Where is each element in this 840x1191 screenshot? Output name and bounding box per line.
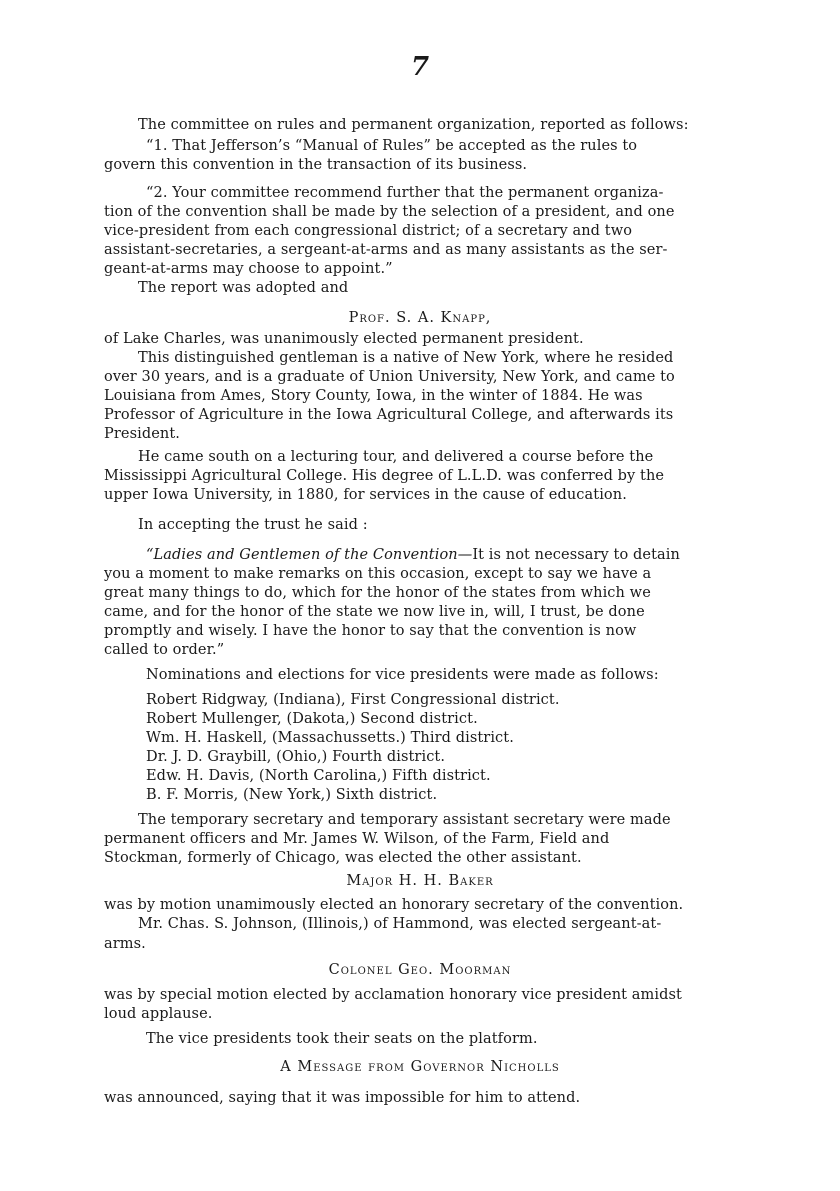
paragraph-line: This distinguished gentleman is a native of New York, where he resided bbox=[138, 350, 674, 366]
paragraph-line: upper Iowa University, in 1880, for services in the cause of education. bbox=[104, 487, 627, 503]
section-heading: Colonel Geo. Moorman bbox=[328, 962, 512, 978]
paragraph-line: Professor of Agriculture in the Iowa Agricultural College, and afterwards its bbox=[104, 407, 674, 423]
paragraph-line: The vice presidents took their seats on the platform. bbox=[146, 1031, 538, 1047]
paragraph-line: you a moment to make remarks on this occasion, except to say we have a bbox=[104, 566, 652, 582]
page-number: 7 bbox=[410, 52, 430, 82]
speech-first-line bbox=[146, 546, 680, 564]
paragraph-line: vice-president from each congressional district; of a secretary and two bbox=[104, 223, 633, 239]
list-item: B. F. Morris, (New York,) Sixth district. bbox=[146, 787, 438, 803]
paragraph-line: arms. bbox=[104, 936, 146, 952]
paragraph-line: Louisiana from Ames, Story County, Iowa, in the winter of 1884. He was bbox=[104, 388, 643, 404]
paragraph-line: called to order.” bbox=[104, 642, 225, 658]
paragraph-line: In accepting the trust he said : bbox=[138, 517, 368, 533]
section-heading: Major H. H. Baker bbox=[346, 873, 494, 889]
paragraph-line: was by motion unamimously elected an honorary secretary of the convention. bbox=[104, 897, 684, 913]
paragraph-line: Stockman, formerly of Chicago, was elected the other assistant. bbox=[104, 850, 582, 866]
list-item: Edw. H. Davis, (North Carolina,) Fifth district. bbox=[146, 768, 491, 784]
paragraph-line: was by special motion elected by acclamation honorary vice president amidst bbox=[104, 987, 682, 1003]
paragraph-line: was announced, saying that it was impossible for him to attend. bbox=[104, 1090, 581, 1106]
paragraph-line: great many things to do, which for the honor of the states from which we bbox=[104, 585, 651, 601]
section-heading: Prof. S. A. Knapp, bbox=[348, 310, 492, 326]
paragraph-line: tion of the convention shall be made by the selection of a president, and one bbox=[104, 204, 675, 220]
paragraph-line: permanent officers and Mr. James W. Wilson, of the Farm, Field and bbox=[104, 831, 610, 847]
list-item: Wm. H. Haskell, (Massachussetts.) Third district. bbox=[146, 730, 514, 746]
paragraph-line: President. bbox=[104, 426, 180, 442]
paragraph-line: Mississippi Agricultural College. His degree of L.L.D. was conferred by the bbox=[104, 468, 665, 484]
paragraph-line: govern this convention in the transaction of its business. bbox=[104, 157, 528, 173]
paragraph-line: geant-at-arms may choose to appoint.” bbox=[104, 261, 393, 277]
paragraph-line: assistant-secretaries, a sergeant-at-arms and as many assistants as the ser- bbox=[104, 242, 668, 258]
paragraph-line: of Lake Charles, was unanimously elected permanent president. bbox=[104, 331, 584, 347]
paragraph-line: loud applause. bbox=[104, 1006, 213, 1022]
paragraph-line: over 30 years, and is a graduate of Union University, New York, and came to bbox=[104, 369, 675, 385]
list-item: Robert Ridgway, (Indiana), First Congressional district. bbox=[146, 692, 560, 708]
paragraph-line: The committee on rules and permanent organization, reported as follows: bbox=[138, 117, 689, 133]
paragraph-line: “2. Your committee recommend further that the permanent organiza- bbox=[146, 185, 664, 201]
paragraph-line: promptly and wisely. I have the honor to say that the convention is now bbox=[104, 623, 637, 639]
paragraph-line: The report was adopted and bbox=[138, 280, 349, 296]
section-heading: A Message from Governor Nicholls bbox=[280, 1059, 560, 1075]
paragraph-line: Nominations and elections for vice presidents were made as follows: bbox=[146, 667, 659, 683]
speech-salutation: “Ladies and Gentlemen of the Convention— bbox=[146, 547, 473, 563]
speech-first-line-rest: It is not necessary to detain bbox=[472, 547, 680, 563]
paragraph-line: “1. That Jefferson’s “Manual of Rules” be accepted as the rules to bbox=[146, 138, 638, 154]
paragraph-line: He came south on a lecturing tour, and delivered a course before the bbox=[138, 449, 654, 465]
list-item: Dr. J. D. Graybill, (Ohio,) Fourth district. bbox=[146, 749, 446, 765]
paragraph-line: The temporary secretary and temporary assistant secretary were made bbox=[138, 812, 671, 828]
list-item: Robert Mullenger, (Dakota,) Second district. bbox=[146, 711, 478, 727]
paragraph-line: Mr. Chas. S. Johnson, (Illinois,) of Hammond, was elected sergeant-at- bbox=[138, 916, 662, 932]
paragraph-line: came, and for the honor of the state we now live in, will, I trust, be done bbox=[104, 604, 645, 620]
